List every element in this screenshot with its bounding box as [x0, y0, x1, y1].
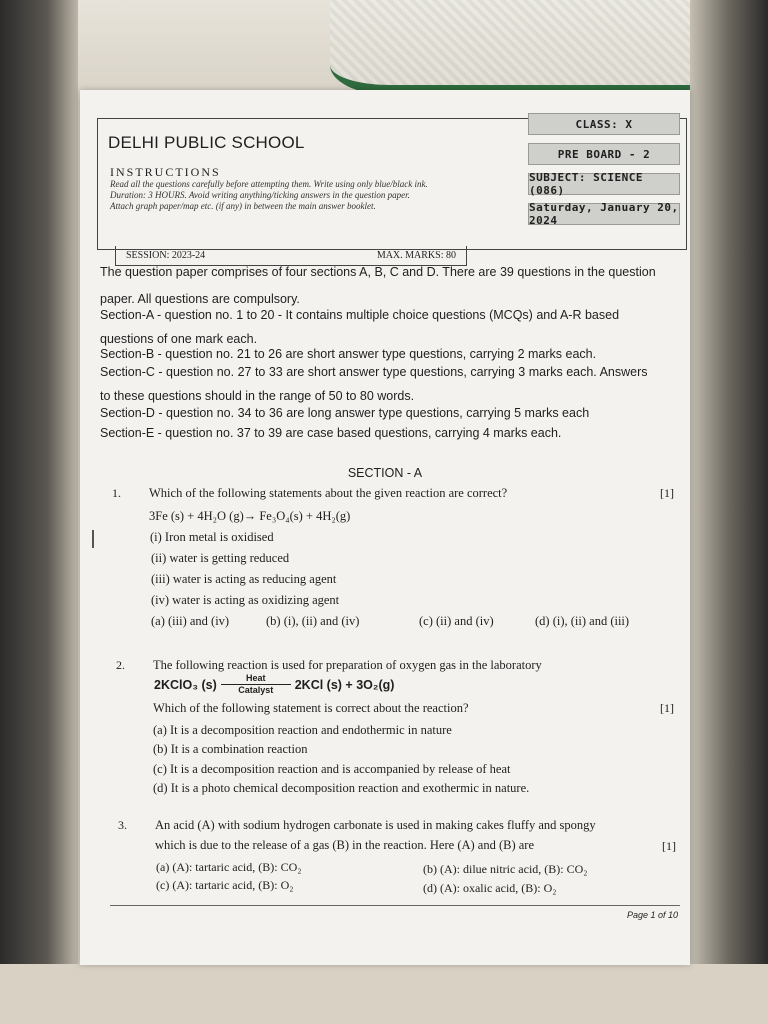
question-paper: [80, 90, 690, 965]
statement: (ii) water is getting reduced: [151, 551, 290, 565]
general-instruction: Section-B - question no. 21 to 26 are short answer type questions, carrying 2 marks each.: [100, 347, 597, 361]
product: 2KCl (s) + 3O₂(g): [294, 677, 395, 692]
answer-option: (b) It is a combination reaction: [153, 742, 308, 756]
answer-option: (a) It is a decomposition reaction and endothermic in nature: [153, 723, 452, 737]
date-tag: Saturday, January 20, 2024: [529, 201, 679, 227]
class-tag: CLASS: X: [528, 113, 680, 135]
question-text: An acid (A) with sodium hydrogen carbonate is used in making cakes fluffy and spongy: [155, 818, 596, 832]
section-title: SECTION - A: [347, 466, 423, 480]
photo-background-left: [0, 0, 78, 1024]
page-number: Page 1 of 10: [626, 910, 678, 920]
answer-option: (d) (A): oxalic acid, (B): O₂: [423, 881, 557, 895]
reactant: 2KClO₃ (s): [154, 677, 217, 692]
question-number: 2.: [116, 658, 125, 672]
photo-background-bottom: [0, 964, 768, 1024]
general-instruction: Section-C - question no. 27 to 33 are short answer type questions, carrying 3 marks each. Answers: [100, 365, 648, 379]
general-instruction: Section-A - question no. 1 to 20 - It contains multiple choice questions (MCQs) and A-R based: [100, 308, 620, 322]
answer-option: (c) (A): tartaric acid, (B): O₂: [156, 878, 294, 892]
general-instruction: The question paper comprises of four sections A, B, C and D. There are 39 questions in the question: [100, 265, 656, 279]
statement: (iv) water is acting as oxidizing agent: [151, 593, 340, 607]
instructions-title: INSTRUCTIONS: [110, 165, 221, 179]
answer-option: (a) (iii) and (iv): [151, 614, 230, 628]
general-instruction: to these questions should in the range of 50 to 80 words.: [100, 389, 415, 403]
question-marks: [1]: [660, 486, 674, 500]
chemical-equation: 3Fe (s) + 4H₂O (g)→ Fe₃O₄(s) + 4H₂(g): [149, 509, 351, 523]
photo-background-right: [690, 0, 768, 1024]
instruction-line: Attach graph paper/map etc. (if any) in between the main answer booklet.: [110, 201, 376, 211]
max-marks-label: MAX. MARKS: 80: [376, 250, 456, 261]
answer-option: (c) (ii) and (iv): [419, 614, 494, 628]
answer-option: (d) (i), (ii) and (iii): [535, 614, 630, 628]
footer-rule: [110, 905, 680, 906]
session-label: SESSION: 2023-24: [126, 250, 206, 261]
statement: (iii) water is acting as reducing agent: [151, 572, 337, 586]
instruction-line: Read all the questions carefully before attempting them. Write using only blue/black ink.: [110, 179, 428, 189]
margin-mark: [92, 530, 94, 548]
zip-bag: [330, 0, 700, 95]
general-instruction: paper. All questions are compulsory.: [100, 292, 300, 306]
header-box: [97, 118, 687, 250]
answer-option: (c) It is a decomposition reaction and is accompanied by release of heat: [153, 762, 511, 776]
question-number: 3.: [118, 818, 127, 832]
question-marks: [1]: [662, 839, 676, 853]
question-number: 1.: [112, 486, 121, 500]
answer-option: (d) It is a photo chemical decomposition reaction and exothermic in nature.: [153, 781, 530, 795]
answer-option: (b) (A): dilue nitric acid, (B): CO₂: [423, 862, 588, 876]
reaction-equation: [154, 674, 394, 695]
exam-tag: PRE BOARD - 2: [528, 143, 680, 165]
question-text: The following reaction is used for preparation of oxygen gas in the laboratory: [153, 658, 542, 672]
general-instruction: Section-E - question no. 37 to 39 are case based questions, carrying 4 marks each.: [100, 426, 562, 440]
arrow-condition: Heat: [245, 673, 266, 683]
answer-option: (b) (i), (ii) and (iv): [266, 614, 360, 628]
question-text: Which of the following statements about the given reaction are correct?: [149, 486, 508, 500]
question-text: which is due to the release of a gas (B) in the reaction. Here (A) and (B) are: [155, 838, 535, 852]
general-instruction: Section-D - question no. 34 to 36 are long answer type questions, carrying 5 marks each: [100, 406, 590, 420]
instruction-line: Duration: 3 HOURS. Avoid writing anything/ticking answers in the question paper.: [110, 190, 410, 200]
arrow-line: [221, 684, 291, 685]
session-box: [115, 246, 467, 266]
question-marks: [1]: [660, 701, 674, 715]
question-text: Which of the following statement is correct about the reaction?: [153, 701, 469, 715]
school-name: DELHI PUBLIC SCHOOL: [108, 133, 305, 152]
answer-option: (a) (A): tartaric acid, (B): CO₂: [156, 860, 302, 874]
general-instruction: questions of one mark each.: [100, 332, 258, 346]
reaction-arrow: [221, 674, 291, 695]
statement: (i) Iron metal is oxidised: [150, 530, 274, 544]
subject-tag: SUBJECT: SCIENCE (086): [528, 173, 680, 195]
arrow-condition: Catalyst: [238, 685, 274, 695]
